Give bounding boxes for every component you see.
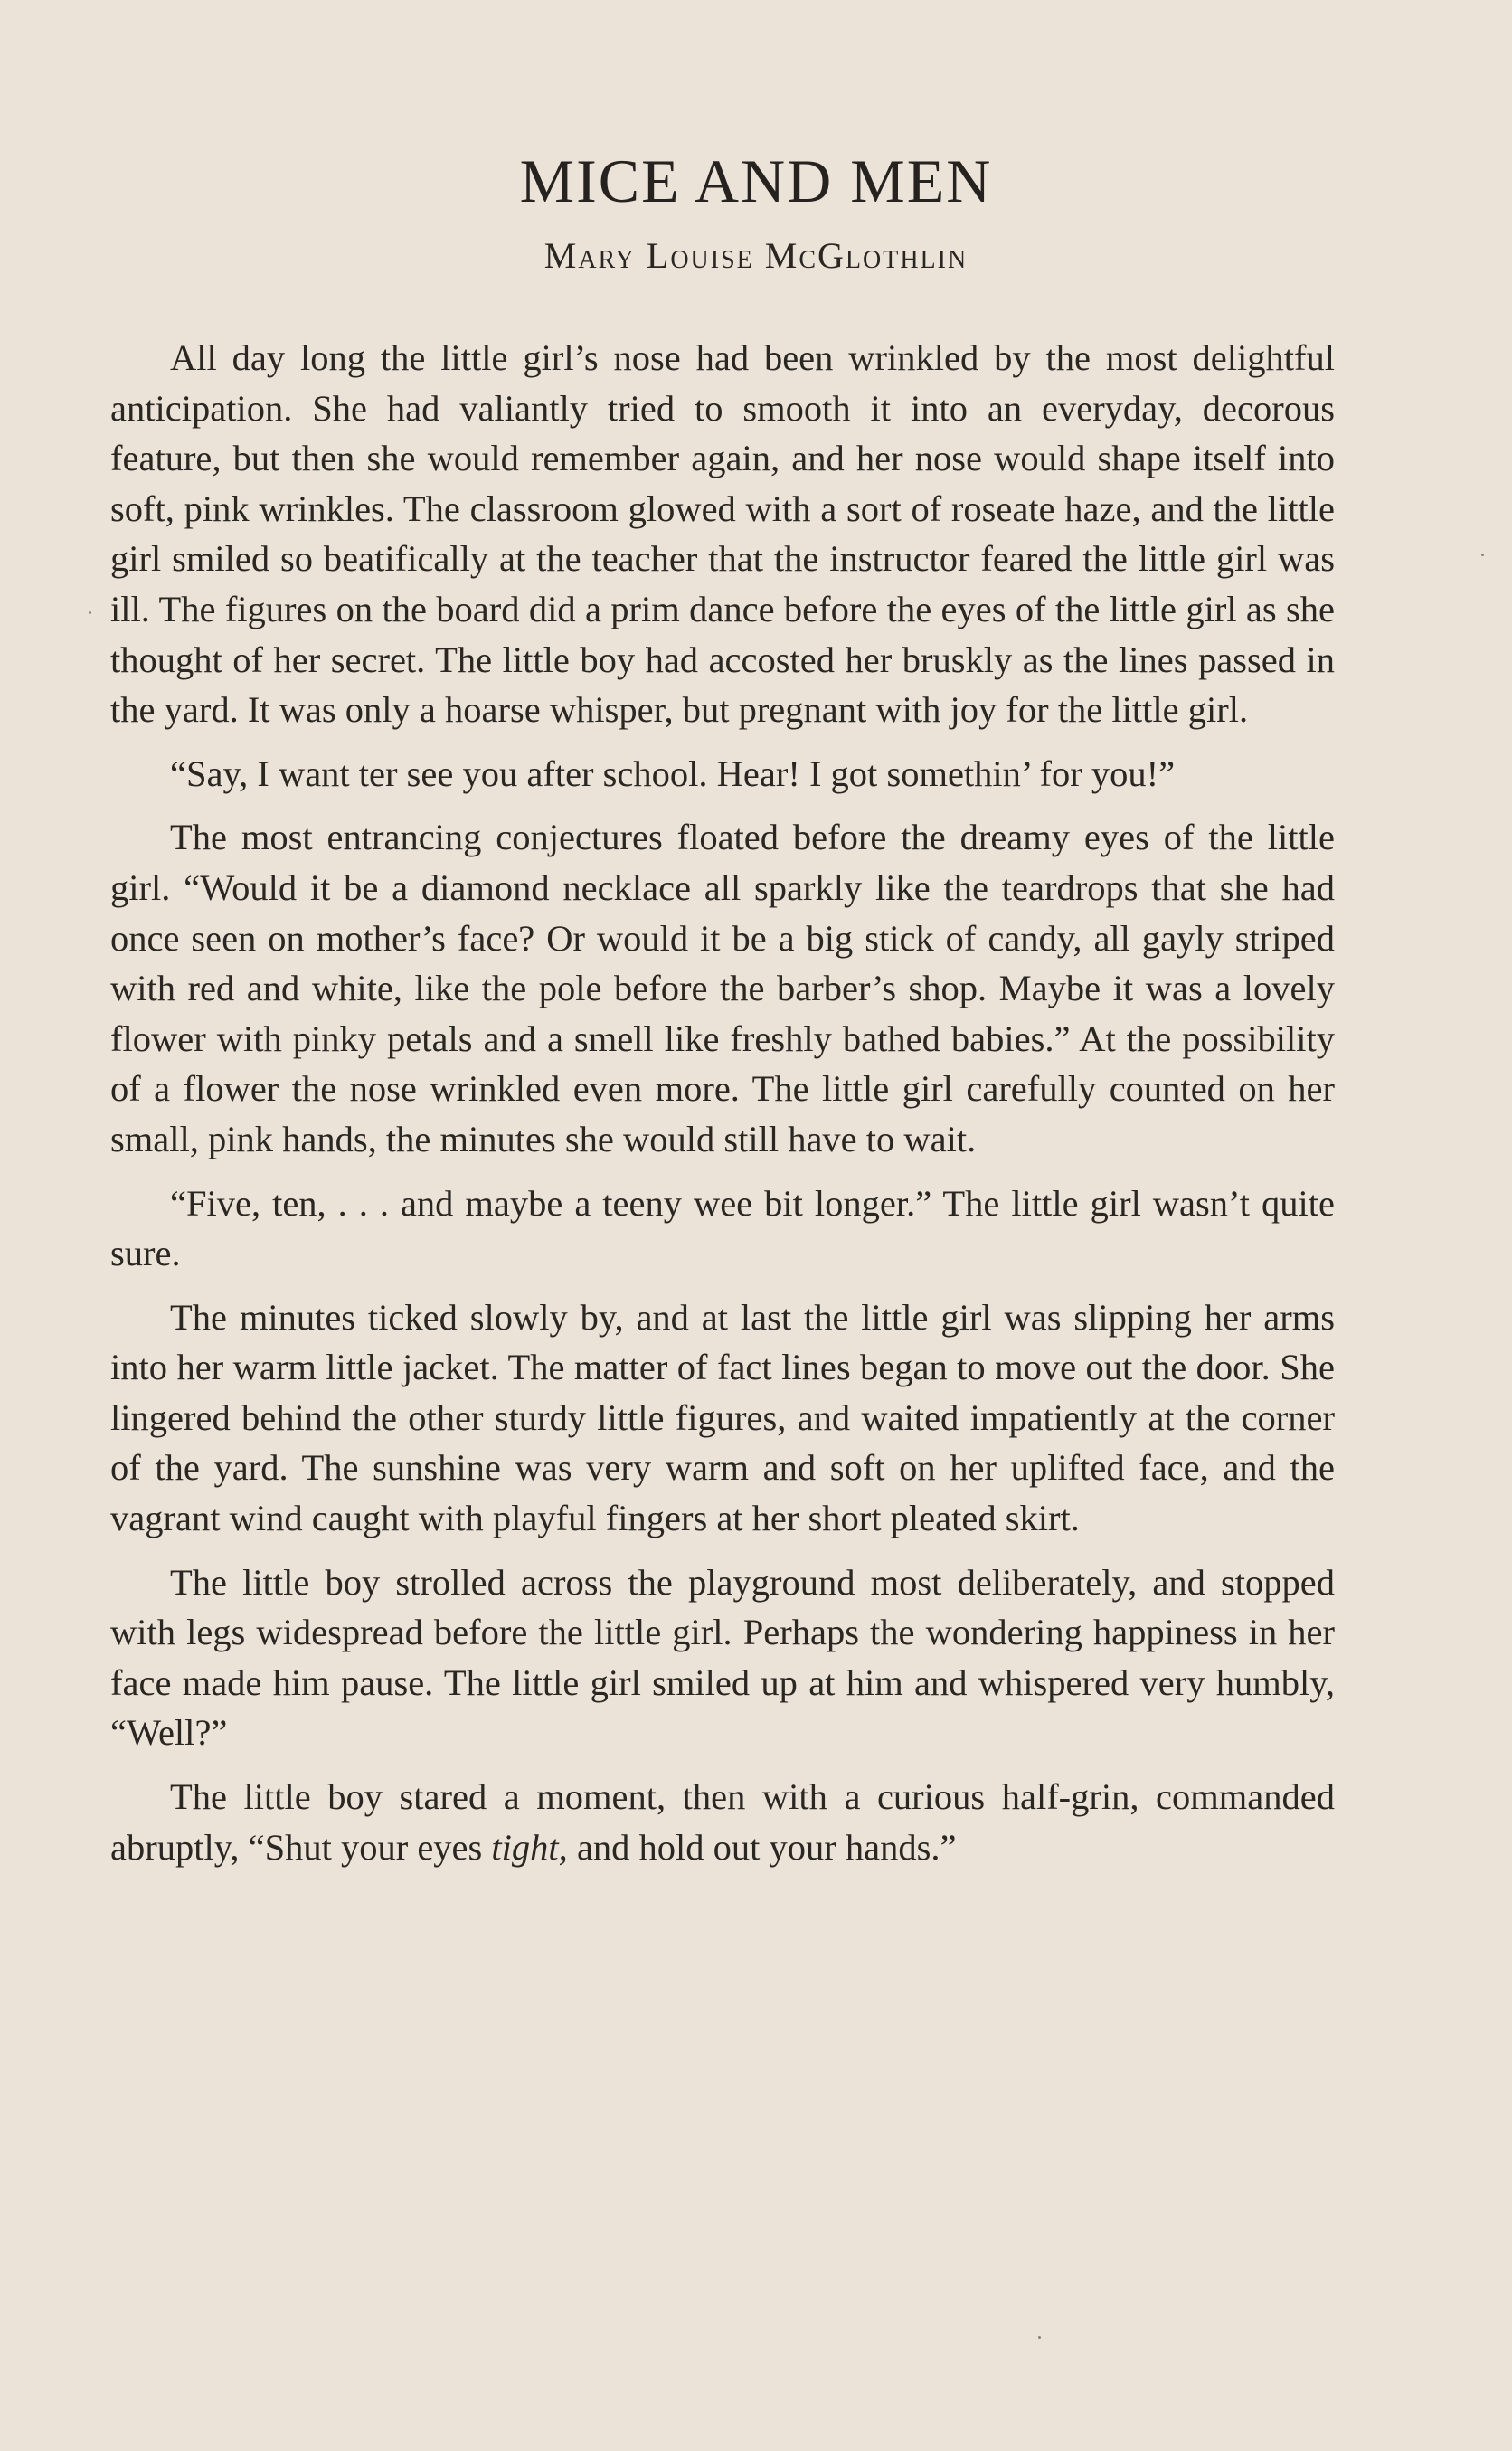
story-body <box>110 333 1335 1886</box>
paper-speck <box>1038 2336 1041 2339</box>
paragraph-6: The little boy strolled across the playground most deliberately, and stopped with legs widespread before the little girl. Perhaps the wondering happiness in her face made him pause. The little girl smiled up at him and whispered very humbly, “Well?” <box>110 1561 1335 1754</box>
paper-speck <box>89 611 91 614</box>
emphasis-tight: tight, <box>491 1826 568 1868</box>
paragraph-2: “Say, I want ter see you after school. Hear! I got somethin’ for you!” <box>170 752 1176 794</box>
paragraph-7 <box>110 1772 1335 1872</box>
paragraph-7-start: The little boy stared a moment, then with a curious half-grin, commanded abruptly, “Shut your eyes <box>110 1776 1335 1868</box>
author-byline: Mary Louise McGlothlin <box>543 235 969 276</box>
paragraph-3: The most entrancing conjectures floated before the dreamy eyes of the little girl. “Would it be a diamond necklace all sparkly like the teardrops that she had once seen on mother’s face? Or would it be a big stick of candy, all gayly striped with red and white, like the pole before the barber’s shop. Maybe it was a lovely flower with pinky petals and a smell like freshly bathed babies.” At the possibility of a flower the nose wrinkled even more. The little girl carefully counted on her small, pink hands, the minutes she would still have to wait. <box>110 817 1335 1159</box>
paragraph-5: The minutes ticked slowly by, and at last the little girl was slipping her arms into her warm little jacket. The matter of fact lines began to move out the door. She lingered behind the other sturdy little figures, and waited impatiently at the corner of the yard. The sunshine was very warm and soft on her uplifted face, and the vagrant wind caught with playful fingers at her short pleated skirt. <box>110 1296 1335 1539</box>
paragraph-4: “Five, ten, . . . and maybe a teeny wee bit longer.” The little girl wasn’t quite sure. <box>110 1182 1335 1274</box>
paragraph-1: All day long the little girl’s nose had been wrinkled by the most delightful anticipation. She had valiantly tried to smooth it into an everyday, decorous feature, but then she would remember again, and her nose would shape itself into soft, pink wrinkles. The classroom glowed with a sort of roseate haze, and the little girl smiled so beatifically at the teacher that the instructor feared the little girl was ill. The figures on the board did a prim dance before the eyes of the little girl as she thought of her secret. The little boy had accosted her bruskly as the lines passed in the yard. It was only a hoarse whisper, but pregnant with joy for the little girl. <box>110 337 1335 731</box>
story-title: MICE AND MEN <box>519 147 993 215</box>
paper-speck <box>1481 554 1484 556</box>
paragraph-7-end: and hold out your hands.” <box>567 1826 957 1868</box>
